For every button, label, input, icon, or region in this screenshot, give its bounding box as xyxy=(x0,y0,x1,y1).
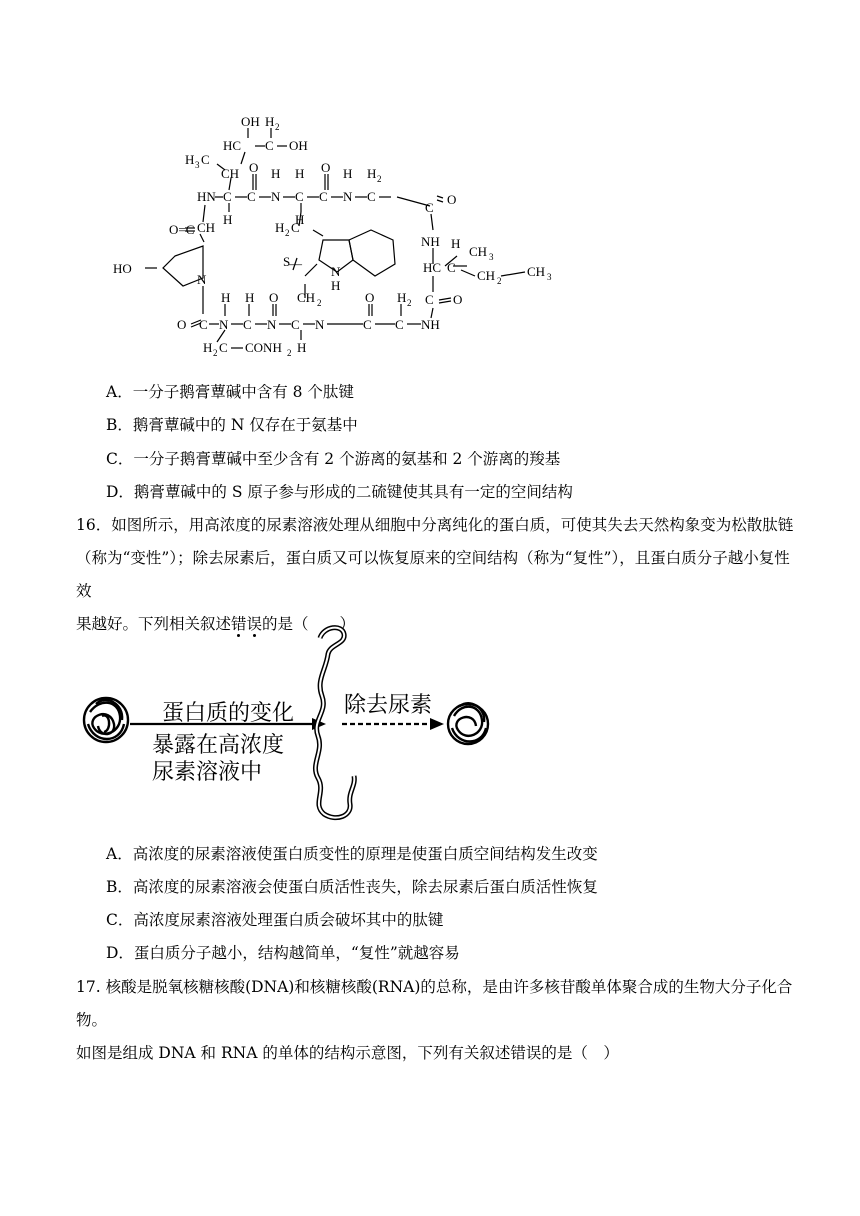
svg-text:C: C xyxy=(425,292,434,307)
svg-text:CH: CH xyxy=(221,166,240,181)
label-expose-line-2: 尿素溶液中 xyxy=(152,760,263,785)
svg-text:3: 3 xyxy=(547,272,552,282)
svg-text:N: N xyxy=(343,189,353,204)
svg-text:H: H xyxy=(203,340,213,355)
svg-text:2: 2 xyxy=(275,122,280,132)
svg-text:H: H xyxy=(397,290,407,305)
svg-text:CH: CH xyxy=(527,264,546,279)
svg-text:NH: NH xyxy=(421,317,440,332)
svg-text:O: O xyxy=(177,317,187,332)
svg-text:H: H xyxy=(265,114,275,129)
svg-text:C: C xyxy=(319,189,328,204)
svg-text:H: H xyxy=(297,340,307,355)
svg-text:C: C xyxy=(199,317,208,332)
svg-text:HC: HC xyxy=(223,138,242,153)
svg-text:C: C xyxy=(265,138,274,153)
svg-text:CH: CH xyxy=(477,268,496,283)
label-remove-urea: 除去尿素 xyxy=(344,693,433,718)
amanitin-structure-diagram xyxy=(105,108,555,366)
q15-option-b: B．鹅膏蕈碱中的 N 仅存在于氨基中 xyxy=(106,416,358,434)
svg-text:O: O xyxy=(249,160,259,175)
svg-text:C: C xyxy=(425,200,434,215)
label-protein-change: 蛋白质的变化 xyxy=(162,701,295,726)
svg-text:NH: NH xyxy=(421,234,440,249)
q17-stem xyxy=(76,971,806,1070)
svg-text:2: 2 xyxy=(377,174,382,184)
q16-option-c: C．高浓度尿素溶液处理蛋白质会破坏其中的肽键 xyxy=(106,911,444,929)
q15-option-c: C．一分子鹅膏蕈碱中至少含有 2 个游离的氨基和 2 个游离的羧基 xyxy=(106,450,561,468)
svg-text:N: N xyxy=(267,317,277,332)
q16-emphasis-char: 错 xyxy=(231,615,247,633)
svg-text:2: 2 xyxy=(317,298,322,308)
svg-text:H: H xyxy=(367,166,377,181)
svg-text:O: O xyxy=(453,292,463,307)
svg-text:3: 3 xyxy=(489,252,494,262)
svg-text:2: 2 xyxy=(287,348,292,358)
q16-stem-line-2: （称为“变性”）；除去尿素后，蛋白质又可以恢复原来的空间结构（称为“复性”），且蛋白质分子越小复性效 xyxy=(76,549,790,600)
svg-text:HC: HC xyxy=(423,260,442,275)
svg-text:CH: CH xyxy=(297,290,316,305)
svg-text:HN: HN xyxy=(197,189,216,204)
svg-text:2: 2 xyxy=(285,228,290,238)
svg-text:O=C: O=C xyxy=(169,222,195,237)
q16-option-d: D．蛋白质分子越小，结构越简单，“复性”就越容易 xyxy=(106,944,460,962)
svg-text:OH: OH xyxy=(289,138,308,153)
svg-text:C: C xyxy=(395,317,404,332)
svg-text:C: C xyxy=(447,260,456,275)
svg-text:2: 2 xyxy=(213,348,218,358)
svg-text:H: H xyxy=(271,166,281,181)
q16-option-a: A．高浓度的尿素溶液使蛋白质变性的原理是使蛋白质空间结构发生改变 xyxy=(106,845,598,863)
svg-text:C: C xyxy=(291,220,300,235)
svg-text:H: H xyxy=(245,290,255,305)
svg-text:CH: CH xyxy=(469,244,488,259)
svg-text:H: H xyxy=(185,152,195,167)
q16-option-b: B．高浓度的尿素溶液会使蛋白质活性丧失，除去尿素后蛋白质活性恢复 xyxy=(106,878,598,896)
svg-text:C: C xyxy=(223,189,232,204)
svg-text:2: 2 xyxy=(407,298,412,308)
svg-text:C: C xyxy=(363,317,372,332)
svg-text:O: O xyxy=(447,192,457,207)
svg-text:OH: OH xyxy=(241,114,260,129)
svg-text:O: O xyxy=(269,290,279,305)
native-protein-coil-right xyxy=(448,703,488,744)
svg-text:C: C xyxy=(291,317,300,332)
q16-emphasis-char: 误 xyxy=(246,615,263,633)
svg-text:H: H xyxy=(223,212,233,227)
svg-text:CONH: CONH xyxy=(245,340,282,355)
q15-option-a: A．一分子鹅膏蕈碱中含有 8 个肽键 xyxy=(106,383,354,401)
svg-text:H: H xyxy=(331,278,341,293)
svg-text:C: C xyxy=(219,340,228,355)
svg-text:H: H xyxy=(275,220,285,235)
svg-text:H: H xyxy=(451,236,461,251)
svg-text:—: — xyxy=(289,256,302,271)
svg-text:N: N xyxy=(197,272,207,287)
svg-text:C: C xyxy=(247,189,256,204)
q15-option-d: D．鹅膏蕈碱中的 S 原子参与形成的二硫键使其具有一定的空间结构 xyxy=(106,483,573,501)
svg-text:C: C xyxy=(201,152,210,167)
q17-stem-line-1: 17. 核酸是脱氧核糖核酸(DNA)和核糖核酸(RNA)的总称，是由许多核苷酸单体聚合成的生物大分子化合物。 xyxy=(76,978,793,1029)
svg-text:HO: HO xyxy=(113,261,132,276)
svg-text:N: N xyxy=(315,317,325,332)
svg-text:N: N xyxy=(271,189,281,204)
native-protein-coil-left xyxy=(84,698,128,742)
q16-stem-line-1: 16．如图所示，用高浓度的尿素溶液处理从细胞中分离纯化的蛋白质，可使其失去天然构象变为松散肽链 xyxy=(76,516,794,534)
svg-text:C: C xyxy=(295,189,304,204)
svg-text:S: S xyxy=(283,254,291,269)
svg-text:2: 2 xyxy=(497,276,502,286)
svg-text:H: H xyxy=(295,212,305,227)
svg-text:3: 3 xyxy=(195,160,200,170)
svg-text:N: N xyxy=(219,317,229,332)
q17-stem-line-2: 如图是组成 DNA 和 RNA 的单体的结构示意图，下列有关叙述错误的是（ ） xyxy=(76,1044,619,1062)
svg-text:O: O xyxy=(365,290,375,305)
svg-text:H: H xyxy=(295,166,305,181)
svg-text:N: N xyxy=(331,264,341,279)
svg-text:C: C xyxy=(243,317,252,332)
q16-stem-prefix: 果越好。下列相关叙述 xyxy=(76,615,232,633)
label-expose-line-1: 暴露在高浓度 xyxy=(152,733,285,758)
svg-text:H: H xyxy=(343,166,353,181)
svg-text:C: C xyxy=(367,189,376,204)
svg-text:H: H xyxy=(221,290,231,305)
protein-denaturation-diagram xyxy=(80,620,500,828)
svg-text:O: O xyxy=(321,160,331,175)
svg-text:CH: CH xyxy=(197,220,216,235)
q16-stem-suffix: 的是（ ） xyxy=(262,615,356,633)
